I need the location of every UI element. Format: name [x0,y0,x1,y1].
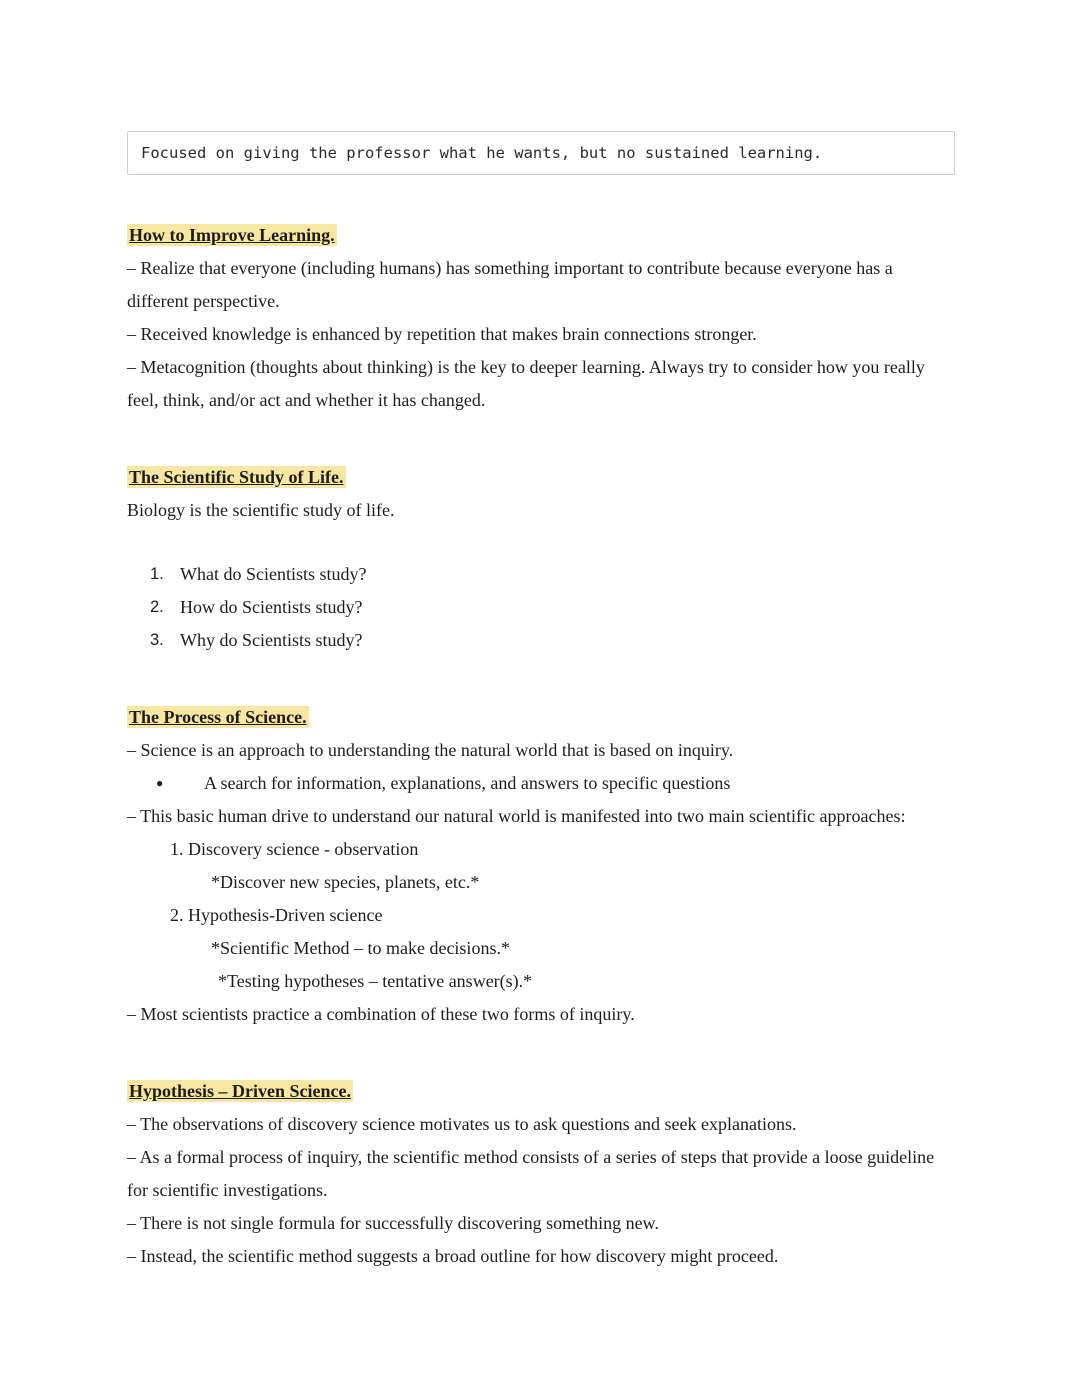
list-item [127,591,955,624]
list-item-text: How do Scientists study? [180,597,363,617]
section-heading-highlight: How to Improve Learning. [129,225,335,245]
section-heading-line [127,219,955,252]
code-note-box [127,131,955,175]
section-heading-highlight: The Process of Science. [129,707,307,727]
section-hypothesis-driven-science [127,1075,955,1273]
paragraph: – Metacognition (thoughts about thinking) is the key to deeper learning. Always try to consider how you really feel, think, and/or act and whether it has changed. [127,357,925,410]
sub-note: *Testing hypotheses – tentative answer(s).* [218,971,533,991]
paragraph: – There is not single formula for successfully discovering something new. [127,1213,659,1233]
sub-list-item: 2. Hypothesis-Driven science [170,905,383,925]
bullet-item-text: A search for information, explanations, and answers to specific questions [204,773,731,793]
sub-note: *Scientific Method – to make decisions.* [211,938,510,958]
note-text: Focused on giving the professor what he wants, but no sustained learning. [141,144,823,162]
sub-note: *Discover new species, planets, etc.* [211,872,480,892]
paragraph: – Most scientists practice a combination of these two forms of inquiry. [127,1004,635,1024]
section-heading-line [127,701,955,734]
paragraph: – This basic human drive to understand our natural world is manifested into two main scientific approaches: [127,806,906,826]
section-heading-highlight: The Scientific Study of Life. [129,467,344,487]
paragraph: Biology is the scientific study of life. [127,500,395,520]
paragraph: – As a formal process of inquiry, the scientific method consists of a series of steps that provide a loose guideline for scientific investigations. [127,1147,935,1200]
bullet-list-item [127,767,955,800]
section-scientific-study-of-life [127,461,955,657]
list-item-marker: 2. [150,598,164,616]
section-heading-line [127,461,955,494]
paragraph: – Instead, the scientific method suggests a broad outline for how discovery might proceed. [127,1246,779,1266]
section-heading-line [127,1075,955,1108]
list-item-marker: 3. [150,631,164,649]
list-item-text: Why do Scientists study? [180,630,363,650]
sub-list-item: 1. Discovery science - observation [170,839,419,859]
bullet-icon: ● [156,776,164,790]
paragraph: – The observations of discovery science motivates us to ask questions and seek explanations. [127,1114,797,1134]
section-process-of-science [127,701,955,1031]
list-item [127,558,955,591]
list-item-text: What do Scientists study? [180,564,367,584]
paragraph: – Realize that everyone (including humans) has something important to contribute because everyone has a different perspective. [127,258,893,311]
list-item [127,624,955,657]
section-heading-highlight: Hypothesis – Driven Science. [129,1081,351,1101]
numbered-list [127,558,955,657]
list-item-marker: 1. [150,565,164,583]
paragraph: – Science is an approach to understanding the natural world that is based on inquiry. [127,740,734,760]
section-how-to-improve-learning [127,219,955,417]
paragraph: – Received knowledge is enhanced by repetition that makes brain connections stronger. [127,324,757,344]
